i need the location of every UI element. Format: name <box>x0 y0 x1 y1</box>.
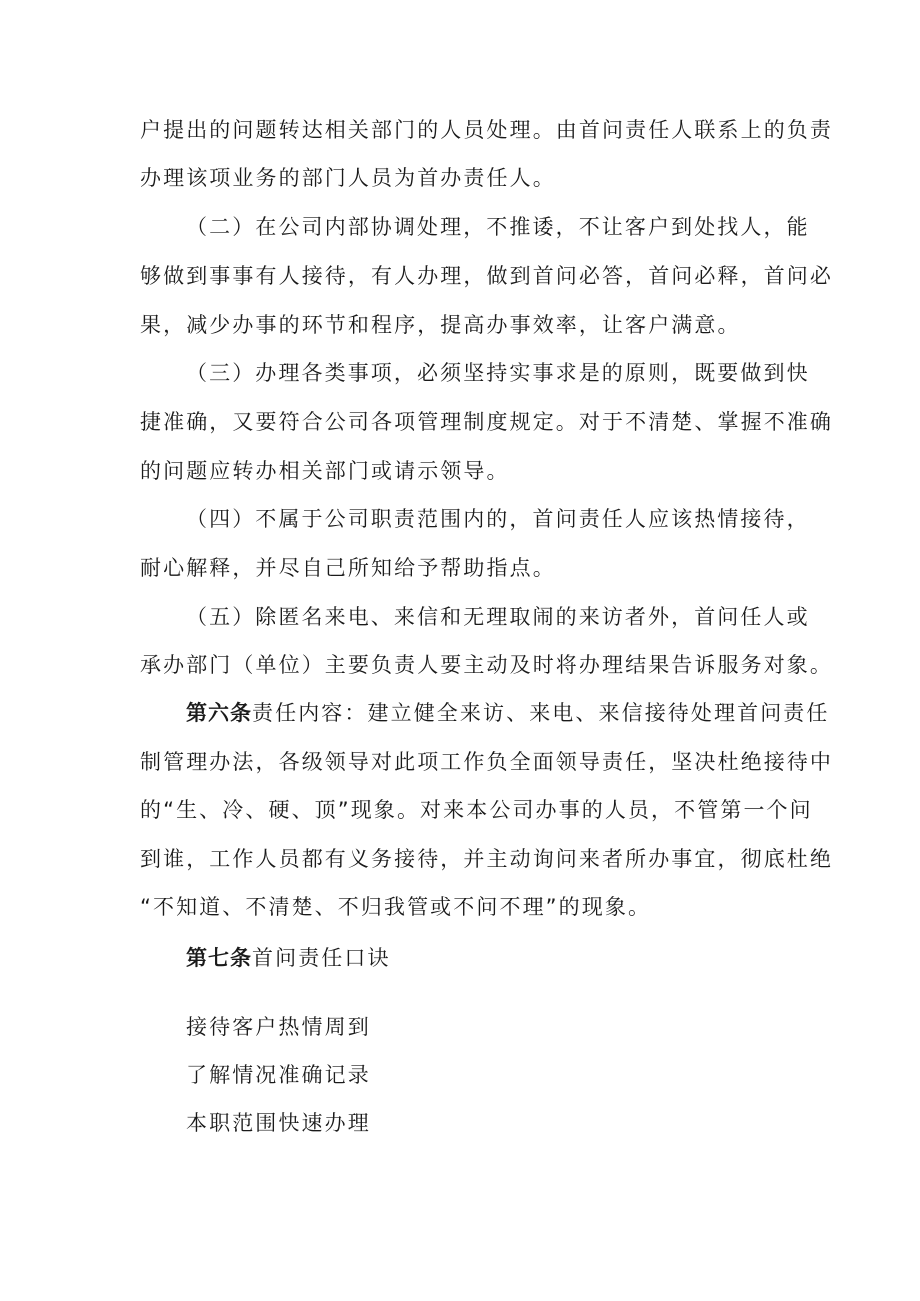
article7-heading: 第七条 <box>186 946 252 970</box>
article7-verse-2: 了解情况准确记录 <box>186 1063 371 1087</box>
article6-line3: 的“生、冷、硬、顶”现象。对来本公司办事的人员，不管第一个问 <box>140 798 813 822</box>
article7-verse-3: 本职范围快速办理 <box>186 1111 371 1135</box>
para5-line2: 承办部门（单位）主要负责人要主动及时将办理结果告诉服务对象。 <box>140 653 833 677</box>
article6-line1 <box>186 698 830 728</box>
article6-heading: 第六条 <box>186 701 252 725</box>
para3-line1: （三）办理各类事项，必须坚持实事求是的原则，既要做到快 <box>186 361 810 385</box>
para5-line1: （五）除匿名来电、来信和无理取闹的来访者外，首问任人或 <box>186 605 810 629</box>
para2-line1: （二）在公司内部协调处理，不推诿，不让客户到处找人，能 <box>186 215 810 239</box>
para2-line3: 果，减少办事的环节和程序，提高办事效率，让客户满意。 <box>140 313 741 337</box>
para4-line2: 耐心解释，并尽自己所知给予帮助指点。 <box>140 556 556 580</box>
article6-line2: 制管理办法，各级领导对此项工作负全面领导责任，坚决杜绝接待中 <box>140 750 833 774</box>
para4-line1: （四）不属于公司职责范围内的，首问责任人应该热情接待， <box>186 507 810 531</box>
para3-line3: 的问题应转办相关部门或请示领导。 <box>140 459 510 483</box>
para2-line2: 够做到事事有人接待，有人办理，做到首问必答，首问必释，首问必 <box>140 264 833 288</box>
article6-line1-text: 责任内容：建立健全来访、来电、来信接待处理首问责任 <box>252 701 830 725</box>
para1-line2: 办理该项业务的部门人员为首办责任人。 <box>140 166 556 190</box>
article7-title <box>186 943 391 973</box>
para1-line1: 户提出的问题转达相关部门的人员处理。由首问责任人联系上的负责 <box>140 118 833 142</box>
article6-line4: 到谁，工作人员都有义务接待，并主动询问来者所办事宜，彻底杜绝 <box>140 847 833 871</box>
article7-title-text: 首问责任口诀 <box>252 946 391 970</box>
para3-line2: 捷准确，又要符合公司各项管理制度规定。对于不清楚、掌握不准确 <box>140 410 833 434</box>
article7-verse-1: 接待客户热情周到 <box>186 1015 371 1039</box>
article6-line5: “不知道、不清楚、不归我管或不问不理”的现象。 <box>140 895 652 919</box>
